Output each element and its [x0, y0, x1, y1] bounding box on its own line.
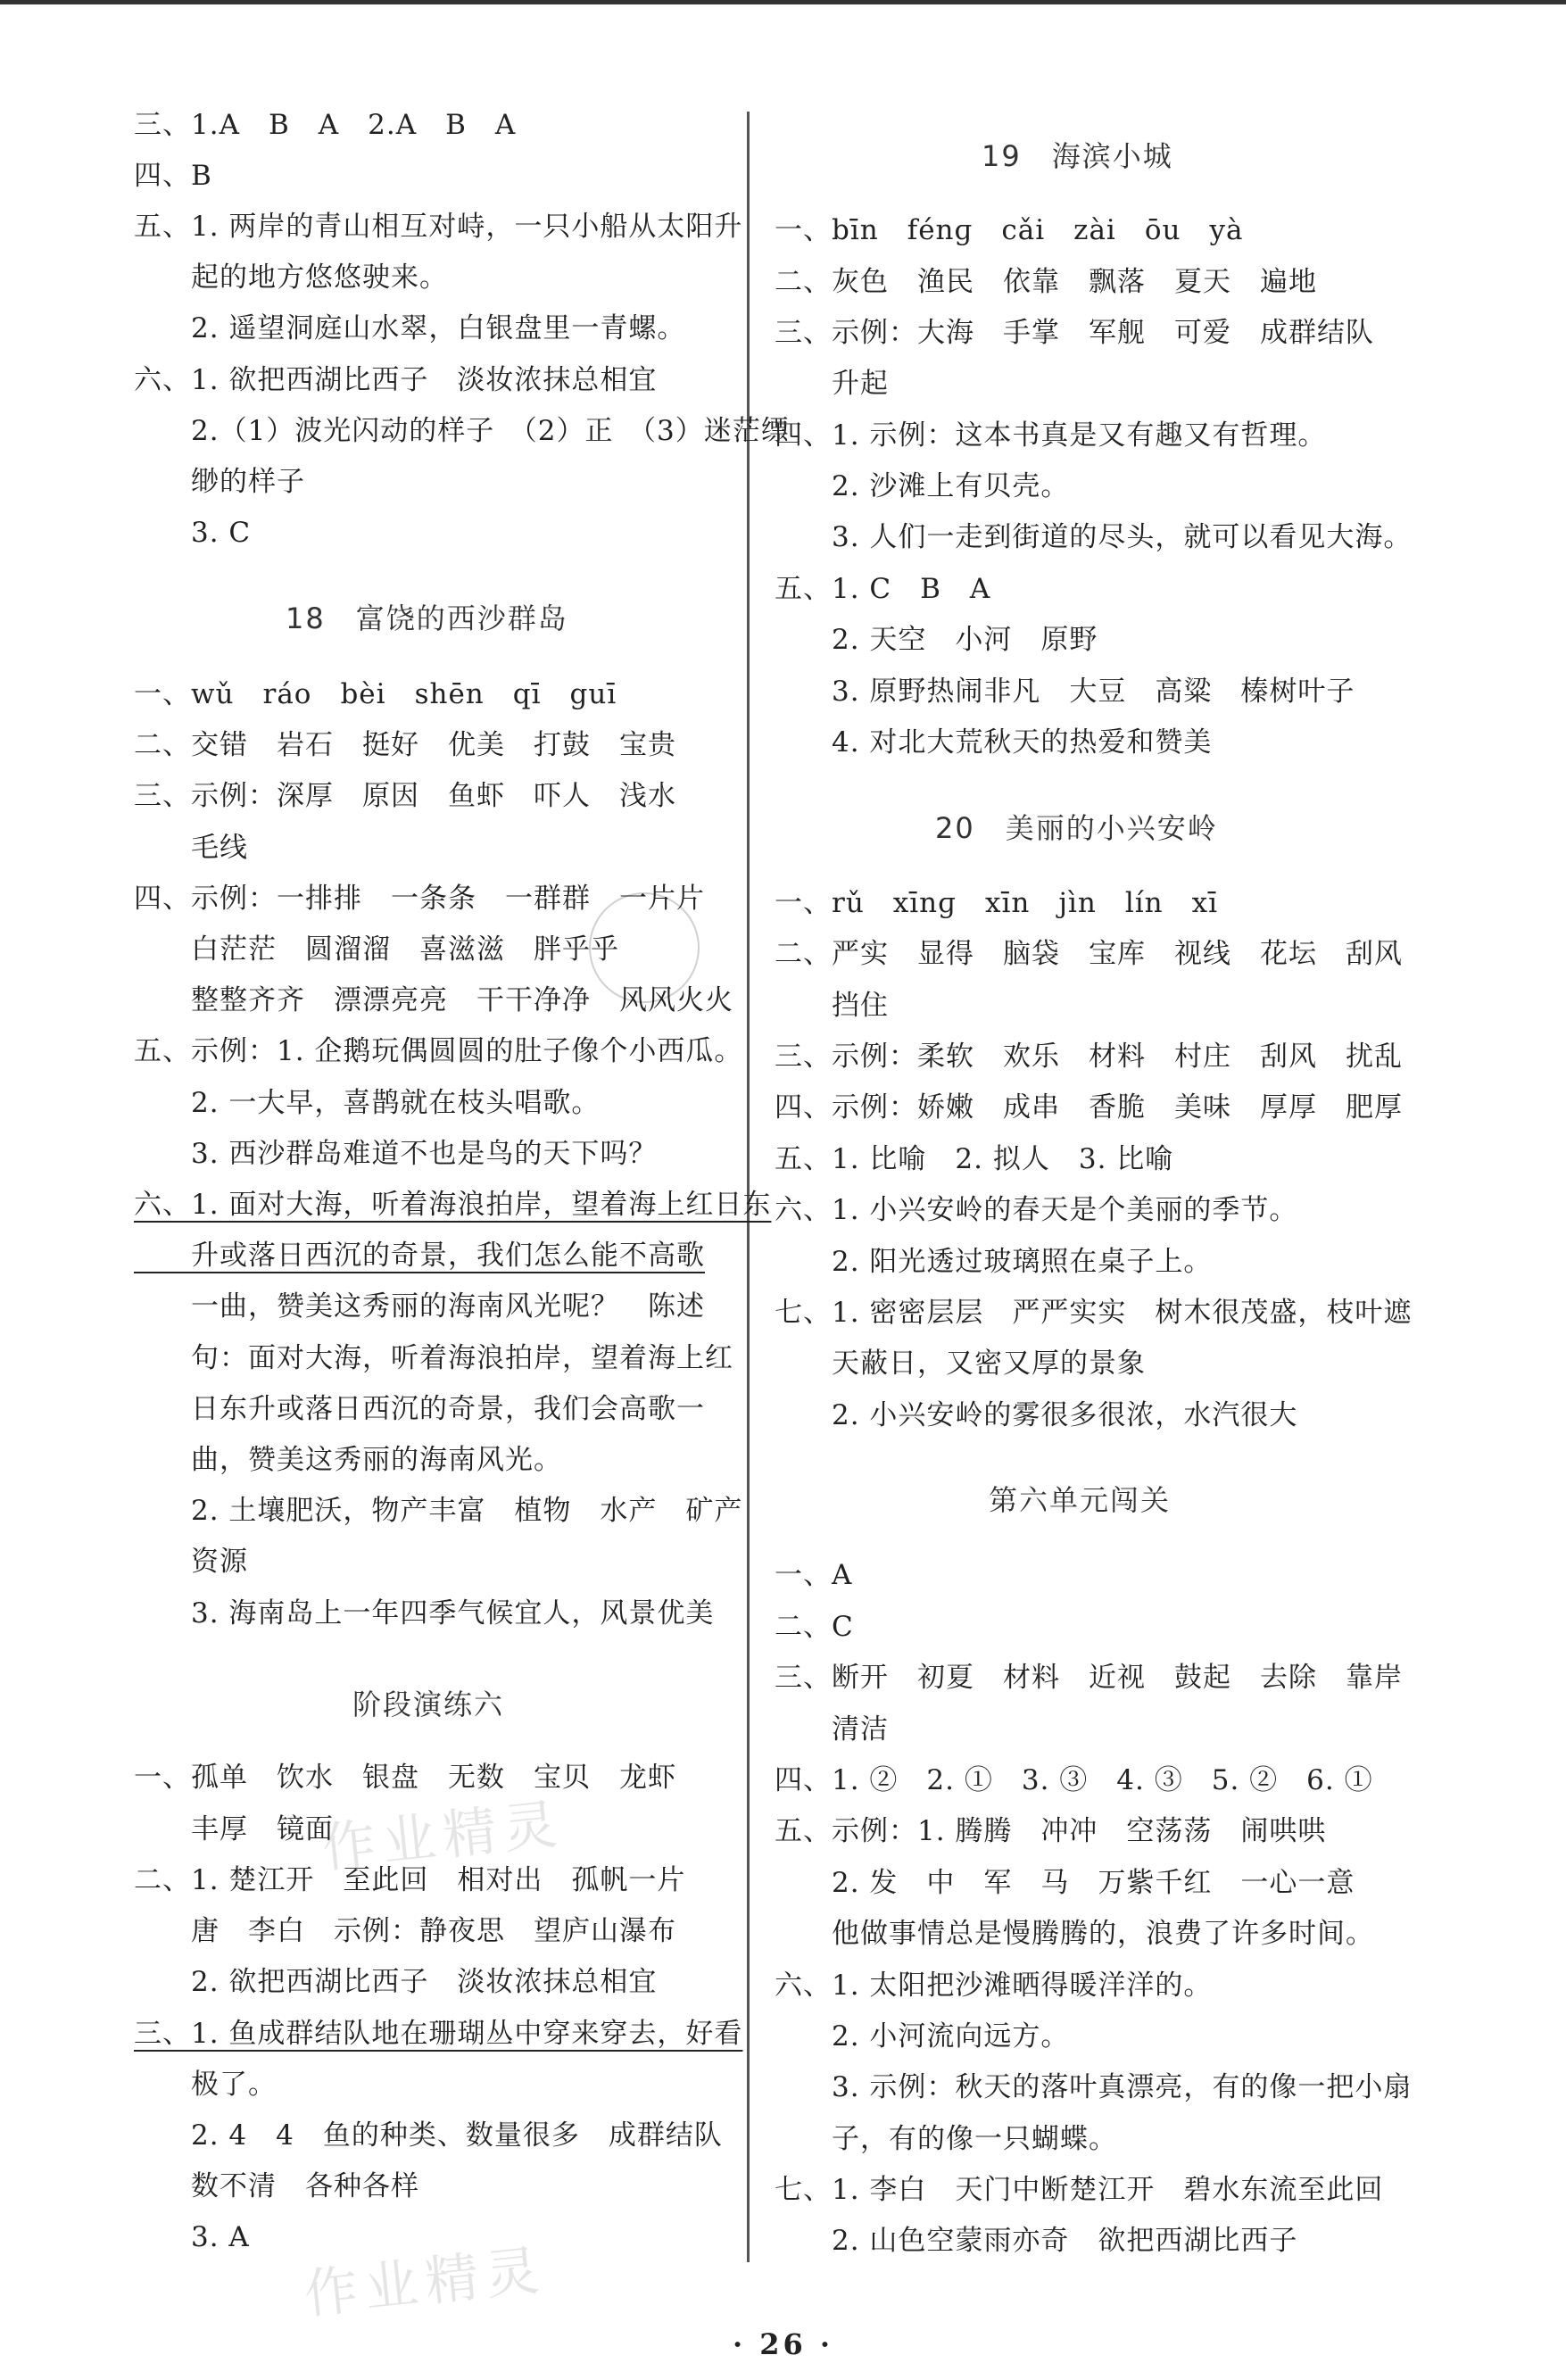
answer-line: 白茫茫 圆溜溜 喜滋滋 胖乎乎 — [134, 933, 619, 966]
section-heading: 阶段演练六 — [352, 1688, 505, 1721]
answer-line: 3. 人们一走到街道的尽头，就可以看见大海。 — [775, 521, 1413, 553]
answer-line: 2. 天空 小河 原野 — [775, 624, 1098, 656]
answer-line: 子，有的像一只蝴蝶。 — [775, 2123, 1117, 2155]
answer-line: 清洁 — [775, 1713, 889, 1746]
answer-line: 一、孤单 饮水 银盘 无数 宝贝 龙虾 — [134, 1762, 676, 1794]
section-heading: 20 美丽的小兴安岭 — [935, 811, 1218, 845]
answer-line: 三、示例：柔软 欢乐 材料 村庄 刮风 扰乱 — [775, 1041, 1403, 1073]
answer-line: 六、1. 欲把西湖比西子 淡妆浓抹总相宜 — [134, 364, 658, 396]
answer-line: 数不清 各种各样 — [134, 2170, 419, 2202]
answer-line: 一、A — [775, 1559, 853, 1591]
answer-line: 挡住 — [775, 990, 889, 1022]
answer-line: 二、交错 岩石 挺好 优美 打鼓 宝贵 — [134, 729, 676, 761]
answer-line: 一曲，赞美这秀丽的海南风光呢？ 陈述 — [134, 1290, 705, 1323]
answer-line: 2. 小河流向远方。 — [775, 2020, 1070, 2052]
answer-line: 2. 阳光透过玻璃照在桌子上。 — [775, 1246, 1213, 1278]
top-border — [0, 0, 1566, 4]
answer-line: 一、rǔ xīnɡ xīn jìn lín xī — [775, 887, 1219, 919]
answer-line: 天蔽日，又密又厚的景象 — [775, 1348, 1146, 1380]
answer-line: 2. 4 4 鱼的种类、数量很多 成群结队 — [134, 2119, 723, 2152]
answer-line: 七、1. 李白 天门中断楚江开 碧水东流至此回 — [775, 2174, 1384, 2206]
answer-line: 2. 山色空蒙雨亦奇 欲把西湖比西子 — [775, 2225, 1298, 2257]
answer-line: 2. 遥望洞庭山水翠，白银盘里一青螺。 — [134, 312, 686, 344]
answer-line: 2. 一大早，喜鹊就在枝头唱歌。 — [134, 1087, 601, 1119]
answer-line: 二、1. 楚江开 至此回 相对出 孤帆一片 — [134, 1864, 686, 1896]
answer-line: 3. A — [134, 2221, 250, 2253]
answer-line: 资源 — [134, 1546, 248, 1578]
answer-line: 缈的样子 — [134, 466, 305, 498]
answer-line: 毛线 — [134, 832, 248, 864]
section-heading: 18 富饶的西沙群岛 — [286, 601, 568, 635]
answer-line: 升起 — [775, 368, 889, 400]
answer-line: 五、1. 两岸的青山相互对峙，一只小船从太阳升 — [134, 211, 743, 243]
answer-line: 4. 对北大荒秋天的热爱和赞美 — [775, 726, 1213, 759]
answer-line: 一、bīn fénɡ cǎi zài ōu yà — [775, 214, 1244, 246]
answer-line: 2.（1）波光闪动的样子 （2）正 （3）迷茫缥 — [134, 415, 790, 447]
answer-line: 3. 示例：秋天的落叶真漂亮，有的像一把小扇 — [775, 2071, 1413, 2103]
answer-line: 起的地方悠悠驶来。 — [134, 261, 448, 294]
answer-line: 四、示例：娇嫩 成串 香脆 美味 厚厚 肥厚 — [775, 1091, 1403, 1124]
answer-line: 3. C — [134, 517, 252, 549]
answer-line: 三、示例：深厚 原因 鱼虾 吓人 浅水 — [134, 780, 676, 812]
answer-line: 四、1. ② 2. ① 3. ③ 4. ③ 5. ② 6. ① — [775, 1764, 1373, 1796]
answer-line: 六、1. 太阳把沙滩晒得暖洋洋的。 — [775, 1970, 1213, 2002]
answer-line: 整整齐齐 漂漂亮亮 干干净净 风风火火 — [134, 984, 733, 1016]
answer-line: 2. 小兴安岭的雾很多很浓，水汽很大 — [775, 1399, 1298, 1431]
answer-line: 三、断开 初夏 材料 近视 鼓起 去除 靠岸 — [775, 1662, 1403, 1694]
answer-line: 二、灰色 渔民 依靠 飘落 夏天 遍地 — [775, 266, 1317, 298]
answer-line: 四、示例：一排排 一条条 一群群 一片片 — [134, 883, 705, 915]
answer-line: 升或落日西沉的奇景，我们怎么能不高歌 — [134, 1240, 705, 1272]
answer-line: 2. 沙滩上有贝壳。 — [775, 470, 1070, 502]
answer-line: 五、1. C B A — [775, 573, 991, 605]
answer-line: 三、1. 鱼成群结队地在珊瑚丛中穿来穿去，好看 — [134, 2018, 743, 2050]
answer-line: 五、1. 比喻 2. 拟人 3. 比喻 — [775, 1143, 1174, 1175]
answer-line: 2. 发 中 军 马 万紫千红 一心一意 — [775, 1867, 1355, 1899]
answer-line: 七、1. 密密层层 严严实实 树木很茂盛，枝叶遮 — [775, 1297, 1413, 1329]
page-number: · 26 · — [732, 2327, 834, 2361]
answer-line: 唐 李白 示例：静夜思 望庐山瀑布 — [134, 1915, 676, 1947]
answer-line: 3. 西沙群岛难道不也是鸟的天下吗？ — [134, 1138, 658, 1170]
answer-line: 句：面对大海，听着海浪拍岸，望着海上红 — [134, 1342, 733, 1374]
answer-line: 2. 土壤肥沃，物产丰富 植物 水产 矿产 — [134, 1495, 743, 1527]
watermark: 作业精灵 — [319, 1792, 568, 1880]
watermark-stamp — [589, 892, 700, 1003]
answer-line: 二、C — [775, 1611, 854, 1643]
answer-line: 一、wǔ ráo bèi shēn qī guī — [134, 678, 617, 710]
answer-line: 五、示例：1. 腾腾 冲冲 空荡荡 闹哄哄 — [775, 1815, 1327, 1847]
section-heading: 19 海滨小城 — [982, 139, 1173, 173]
answer-line: 曲，赞美这秀丽的海南风光。 — [134, 1444, 562, 1476]
answer-line: 丰厚 镜面 — [134, 1813, 334, 1845]
watermark: 作业精灵 — [301, 2238, 550, 2326]
answer-line: 日东升或落日西沉的奇景，我们会高歌一 — [134, 1393, 705, 1425]
answer-line: 三、1.A B A 2.A B A — [134, 109, 517, 141]
answer-line: 极了。 — [134, 2069, 277, 2101]
answer-line: 六、1. 小兴安岭的春天是个美丽的季节。 — [775, 1194, 1298, 1226]
section-heading: 第六单元闯关 — [989, 1483, 1172, 1517]
answer-line: 3. 海南岛上一年四季气候宜人，风景优美 — [134, 1597, 715, 1630]
answer-line: 2. 欲把西湖比西子 淡妆浓抹总相宜 — [134, 1966, 658, 1998]
answer-line: 四、1. 示例：这本书真是又有趣又有哲理。 — [775, 419, 1327, 452]
answer-line: 六、1. 面对大海，听着海浪拍岸，望着海上红日东 — [134, 1189, 772, 1221]
answer-line: 二、严实 显得 脑袋 宝库 视线 花坛 刮风 — [775, 938, 1403, 970]
answer-line: 他做事情总是慢腾腾的，浪费了许多时间。 — [775, 1918, 1374, 1950]
answer-line: 三、示例：大海 手掌 军舰 可爱 成群结队 — [775, 317, 1374, 349]
answer-line: 五、示例：1. 企鹅玩偶圆圆的肚子像个小西瓜。 — [134, 1035, 743, 1067]
answer-line: 四、B — [134, 160, 212, 192]
answer-line: 3. 原野热闹非凡 大豆 高粱 榛树叶子 — [775, 676, 1355, 708]
